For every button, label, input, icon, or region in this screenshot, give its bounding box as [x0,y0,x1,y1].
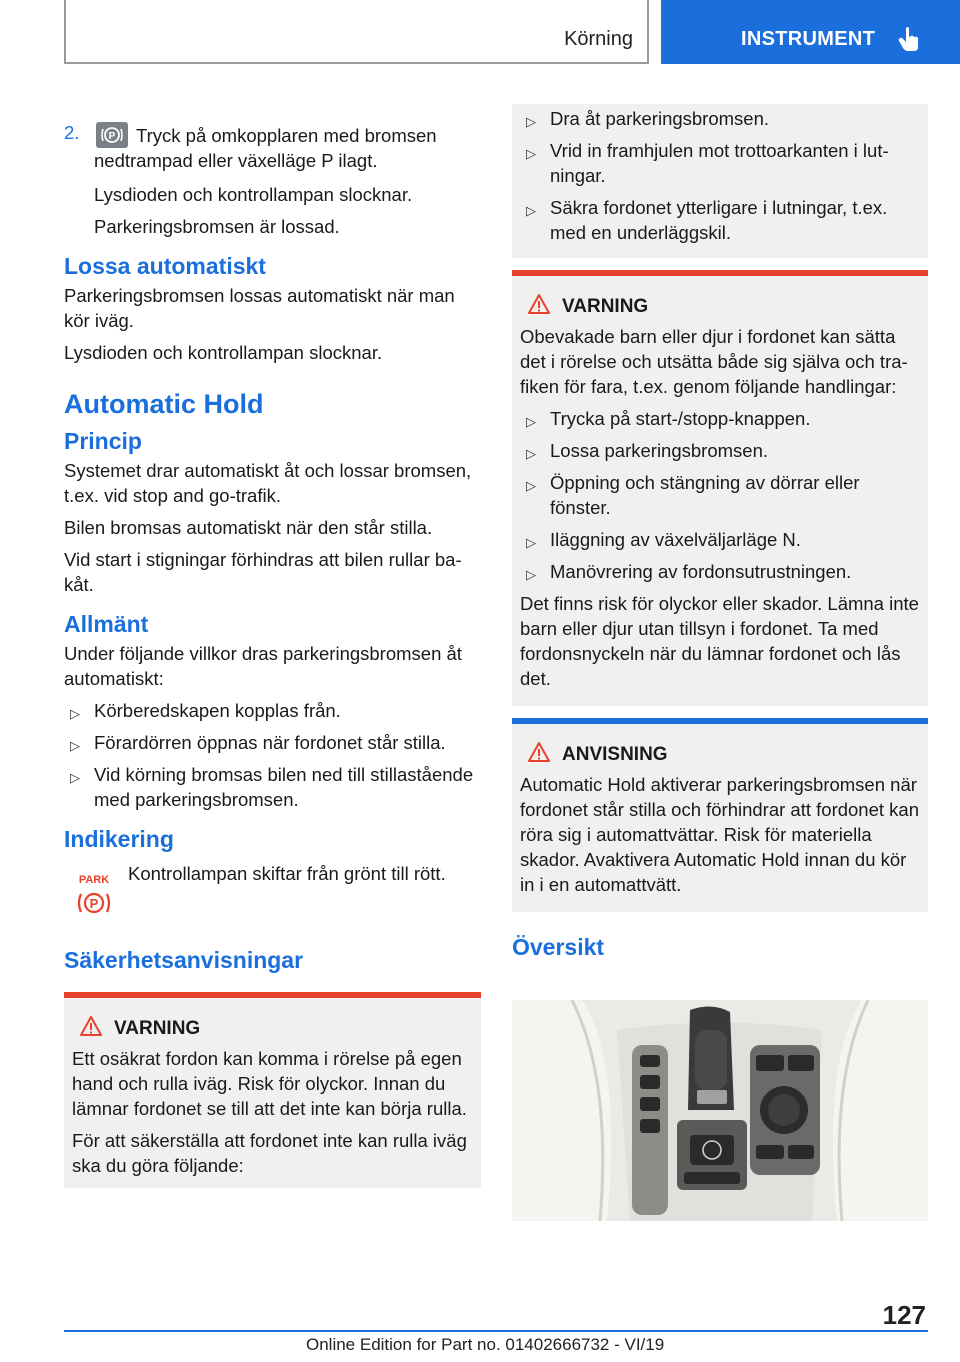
bullet-triangle-icon: ▷ [526,567,536,582]
notice-box [512,724,928,912]
parking-brake-switch-icon [96,122,128,148]
heading-oversikt: Översikt [512,934,605,960]
heading-automatic-hold: Automatic Hold [64,389,264,419]
header-section-label: Körning [564,28,633,50]
warning-list [520,406,920,584]
princip-paragraph-3: Vid start i stigningar förhindras att bilen rullar bakåt. [64,549,462,595]
footer-edition: Online Edition for Part no. 01402666732 - VI/19 [306,1335,665,1354]
allmant-list [64,698,481,812]
bullet-triangle-icon: ▷ [526,114,536,129]
svg-text:PARK: PARK [78,874,110,886]
warning-paragraph-2: Det finns risk för olyckor eller skador. Lämna inte barn eller djur utan tillsyn i fordonet. Ta med fordonsnyckeln när du lämnar fordonet och lås det. [520,593,919,689]
header-chapter-tab [661,0,960,64]
svg-text:P: P [108,131,116,142]
warning-paragraph-2: För att säkerställa att fordonet inte kan rulla iväg ska du göra följande: [72,1130,467,1176]
bullet-triangle-icon: ▷ [526,203,536,218]
warning-continuation-box [512,104,928,258]
list-item: ▷ Lossa parkeringsbromsen. [520,438,920,463]
heading-lossa-automatiskt: Lossa automatiskt [64,253,266,279]
park-indicator-icon [74,873,114,919]
pointing-hand-icon [897,26,921,52]
bullet-triangle-icon: ▷ [526,146,536,161]
warning-triangle-icon [80,1016,102,1036]
continuation-list [520,106,920,245]
page-number: 127 [882,1300,926,1330]
left-column [64,122,481,1188]
list-item: ▷ Säkra fordonet ytterligare i lutningar, t.ex. med en underläggskil. [526,197,888,243]
notice-paragraph: Automatic Hold aktiverar parkeringsbromsen när fordonet står stilla och förhindrar att fordonet kan röra sig i automattvättar. Risk för materiella skador. Avaktivera Automatic Hold innan du kör in i en automattvätt. [520,774,919,895]
step-number: 2. [64,122,80,143]
heading-indikering: Indikering [64,826,174,852]
step-2-result-2: Parkeringsbromsen är lossad. [94,216,340,237]
bullet-triangle-icon: ▷ [526,414,536,429]
bullet-triangle-icon: ▷ [526,446,536,461]
lossa-paragraph-1: Parkeringsbromsen lossas automatiskt när man kör iväg. [64,285,455,331]
allmant-intro: Under följande villkor dras parkeringsbromsen åt automatiskt: [64,643,462,689]
warning-box-children [512,276,928,706]
bullet-triangle-icon: ▷ [70,706,80,721]
list-item: ▷ Förardörren öppnas när fordonet står stilla. [64,730,481,755]
step-2 [64,122,481,239]
indikering-text: Kontrollampan skiftar från grönt till rött. [128,863,446,884]
bullet-triangle-icon: ▷ [526,478,536,493]
bullet-triangle-icon: ▷ [70,770,80,785]
warning-triangle-icon [528,294,550,314]
list-item: ▷ Trycka på start-/stopp-knappen. [520,406,920,431]
svg-text:P: P [89,896,99,911]
warning-title: VARNING [520,294,920,318]
bullet-triangle-icon: ▷ [70,738,80,753]
indikering-row [64,857,481,917]
center-console-photo [512,1000,928,1221]
warning-box [64,998,481,1188]
heading-allmant: Allmänt [64,611,149,637]
list-item: ▷ Körberedskapen kopplas från. [64,698,481,723]
warning-paragraph-1: Ett osäkrat fordon kan komma i rörelse på egen hand och rulla iväg. Risk för olyckor. Innan du lämnar fordonet se till att det inte kan börja rulla. [72,1048,467,1119]
list-item: ▷ Vid körning bromsas bilen ned till stillastående med parkeringsbromsen. [70,764,474,810]
step-2-text: Tryck på omkopplaren med bromsen nedtrampad eller växelläge P ilagt. [94,125,437,171]
bullet-triangle-icon: ▷ [526,535,536,550]
notice-title: ANVISNING [520,742,920,766]
list-item: ▷ Öppning och stängning av dörrar eller fönster. [526,472,860,518]
heading-princip: Princip [64,428,142,454]
step-2-result-1: Lysdioden och kontrollampan slocknar. [94,184,413,205]
footer-divider [64,1330,928,1332]
princip-paragraph-2: Bilen bromsas automatiskt när den står stilla. [64,517,433,538]
header-section-tab [64,0,649,64]
header-chapter-label: INSTRUMENT [741,28,876,50]
notice-triangle-icon [528,742,550,762]
heading-sakerhetsanvisningar: Säkerhetsanvisningar [64,947,304,973]
lossa-paragraph-2: Lysdioden och kontrollampan slocknar. [64,342,383,363]
list-item: ▷ Dra åt parkeringsbromsen. [520,106,920,131]
princip-paragraph-1: Systemet drar automatiskt åt och lossar bromsen, t.ex. vid stop and go-trafik. [64,460,472,506]
list-item: ▷ Vrid in framhjulen mot trottoarkanten i lutningar. [526,140,889,186]
list-item: ▷ Manövrering av fordonsutrustningen. [520,559,920,584]
right-column [512,104,928,964]
list-item: ▷ Iläggning av växelväljarläge N. [520,527,920,552]
warning-paragraph-1: Obevakade barn eller djur i fordonet kan sätta det i rörelse och utsätta både sig själva och trafiken för fara, t.ex. genom följande handlingar: [520,326,908,397]
warning-title: VARNING [72,1016,473,1040]
